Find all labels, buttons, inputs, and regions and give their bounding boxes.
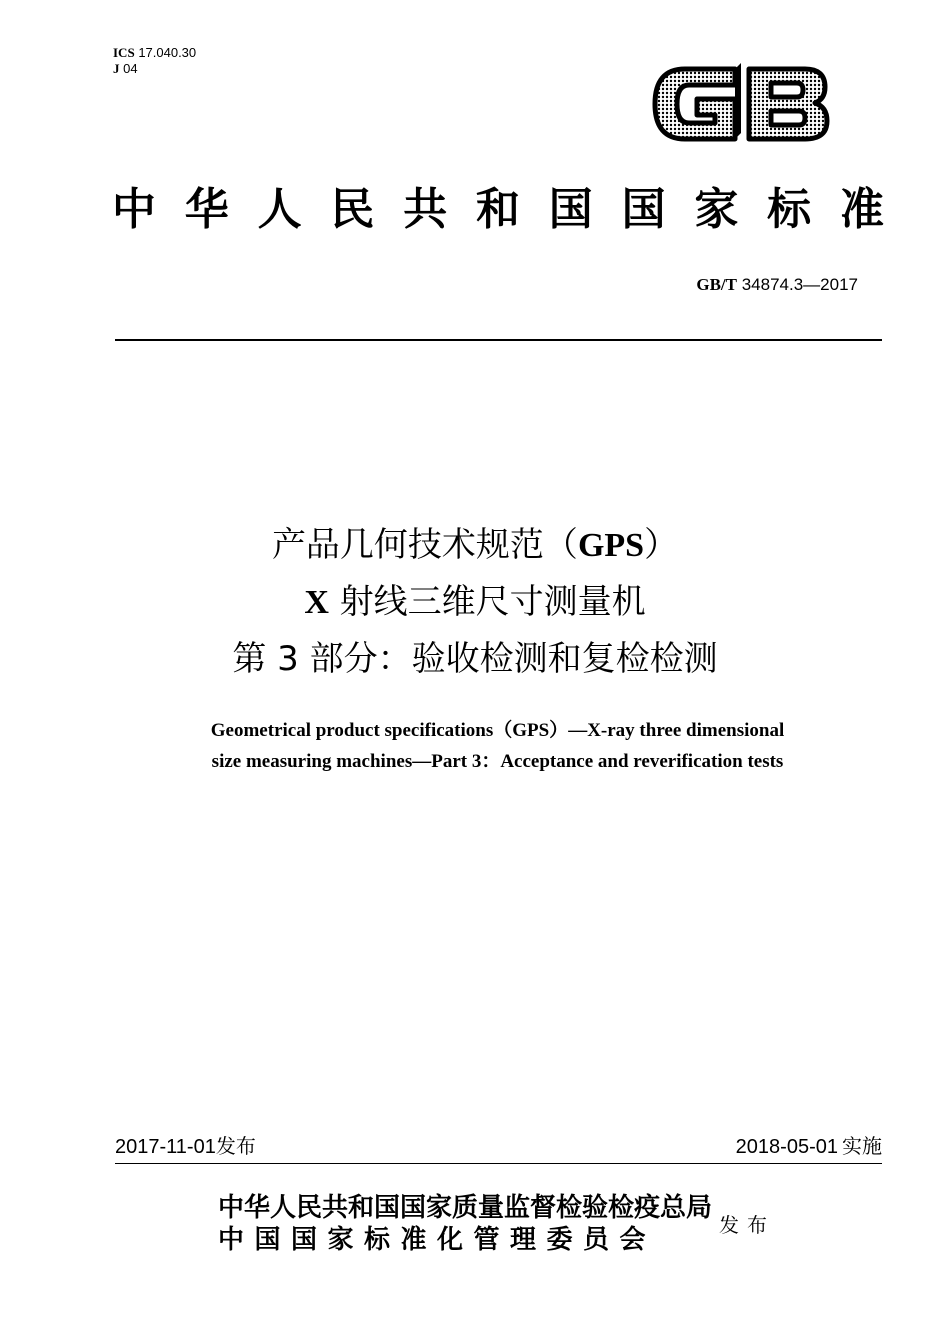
publish-label: 发布 (719, 1213, 775, 1237)
issue-date (115, 1133, 256, 1160)
banner-char: 民 (330, 184, 375, 235)
issue-date-label: 发布 (215, 1134, 256, 1158)
standard-prefix: GB/T (696, 275, 737, 294)
title-cn-line1-gps: GPS (577, 527, 645, 564)
banner-char: 国 (548, 184, 593, 235)
title-cn-line1 (0, 525, 950, 566)
banner-char: 共 (403, 184, 448, 235)
footer-divider (115, 1163, 882, 1164)
issuer-aqsiq: 中华人民共和国国家质量监督检验检疫总局 (218, 1193, 713, 1223)
impl-date-label: 实施 (842, 1134, 882, 1158)
banner-char: 家 (694, 184, 739, 235)
gb-logo-g (655, 63, 741, 139)
title-cn-line2-x: X (304, 584, 329, 621)
classification-codes (113, 45, 196, 77)
national-standard-banner (112, 183, 884, 237)
issue-date-value: 2017-11-01 (115, 1136, 216, 1158)
title-cn-line1-text: 产品几何技术规范（ (271, 525, 578, 565)
title-en-line1: Geometrical product specifications（GPS）—X-ray three dimensional (210, 720, 785, 741)
ics-code: 17.040.30 (138, 45, 197, 60)
ics-label: ICS (113, 45, 135, 60)
impl-date-value: 2018-05-01 (735, 1136, 838, 1158)
title-cn-line2-text: 射线三维尺寸测量机 (328, 582, 646, 622)
title-en-line2: size measuring machines—Part 3：Acceptance and reverification tests (211, 751, 784, 772)
standard-code: 34874.3—2017 (741, 275, 858, 294)
banner-char: 和 (475, 184, 520, 235)
title-cn-line2 (0, 582, 950, 623)
standard-number (696, 274, 858, 296)
banner-char: 中 (112, 184, 156, 235)
gb-logo-b (749, 69, 827, 139)
header-divider (115, 339, 882, 341)
ccs-code: 04 (123, 61, 138, 76)
gb-logo (645, 55, 835, 153)
title-cn-line1-close: ） (644, 525, 679, 565)
banner-char: 国 (621, 184, 666, 235)
title-cn-line3: 第 3 部分：验收检测和复检检测 (232, 639, 718, 679)
implementation-date (736, 1133, 882, 1160)
issuer-sac: 中国国家标准化管理委员会 (218, 1225, 657, 1255)
ccs-line (113, 61, 196, 77)
ccs-label: J (113, 61, 120, 76)
banner-char: 华 (184, 184, 229, 235)
banner-char: 准 (839, 184, 884, 235)
banner-char: 人 (257, 184, 302, 235)
banner-char: 标 (767, 184, 812, 235)
ics-line (113, 45, 196, 61)
